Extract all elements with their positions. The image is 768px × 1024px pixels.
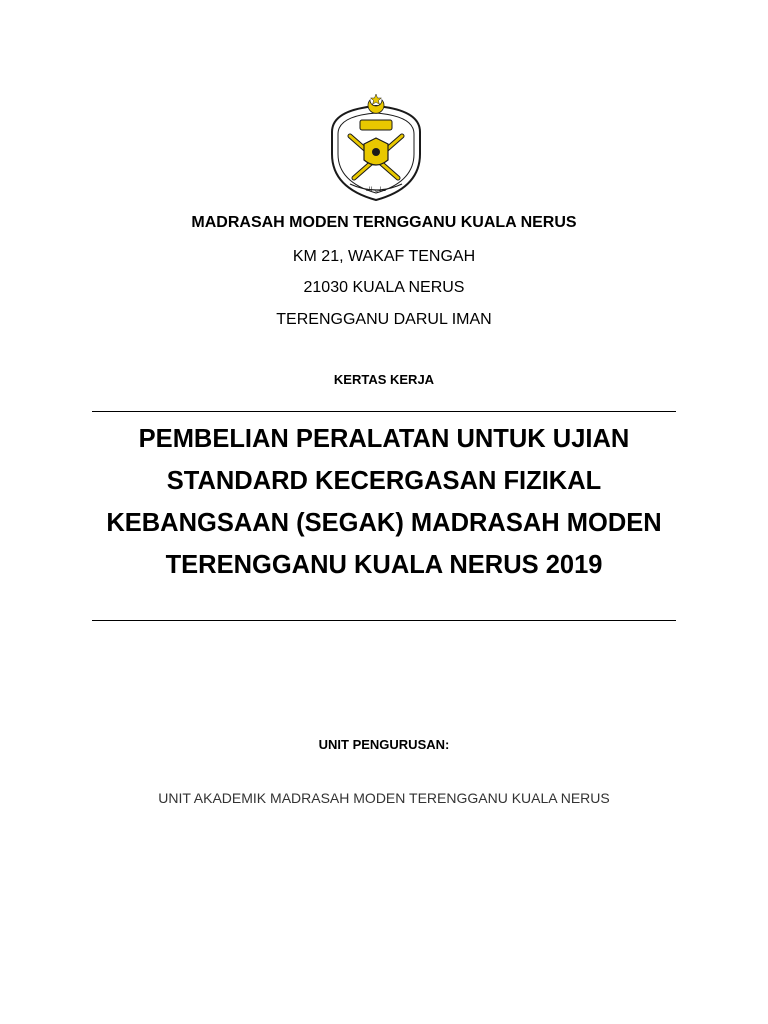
star-icon — [371, 94, 382, 105]
crest-inscription: صلى لله — [365, 186, 387, 193]
management-unit-name: UNIT AKADEMIK MADRASAH MODEN TERENGGANU KUALA NERUS — [158, 790, 610, 806]
document-title-line-3: KEBANGSAAN (SEGAK) MADRASAH MODEN — [106, 509, 662, 537]
school-name: MADRASAH MODEN TERNGGANU KUALA NERUS — [191, 214, 577, 231]
divider-top — [92, 411, 676, 412]
document-title-line-2: STANDARD KECERGASAN FIZIKAL — [166, 467, 602, 495]
management-unit-label: UNIT PENGURUSAN: — [318, 737, 450, 752]
terengganu-state-crest-icon — [320, 92, 432, 208]
document-type-label: KERTAS KERJA — [333, 372, 435, 387]
crest-center-dot — [372, 148, 380, 156]
state-crest — [320, 92, 432, 208]
crown-band — [360, 120, 392, 130]
divider-bottom — [92, 620, 676, 621]
address-line-1: KM 21, WAKAF TENGAH — [292, 248, 476, 265]
address-line-3: TERENGGANU DARUL IMAN — [276, 311, 492, 328]
address-line-2: 21030 KUALA NERUS — [303, 279, 465, 296]
document-title-line-1: PEMBELIAN PERALATAN UNTUK UJIAN — [138, 425, 630, 453]
document-title — [0, 418, 768, 586]
document-title-line-4: TERENGGANU KUALA NERUS 2019 — [165, 551, 603, 579]
